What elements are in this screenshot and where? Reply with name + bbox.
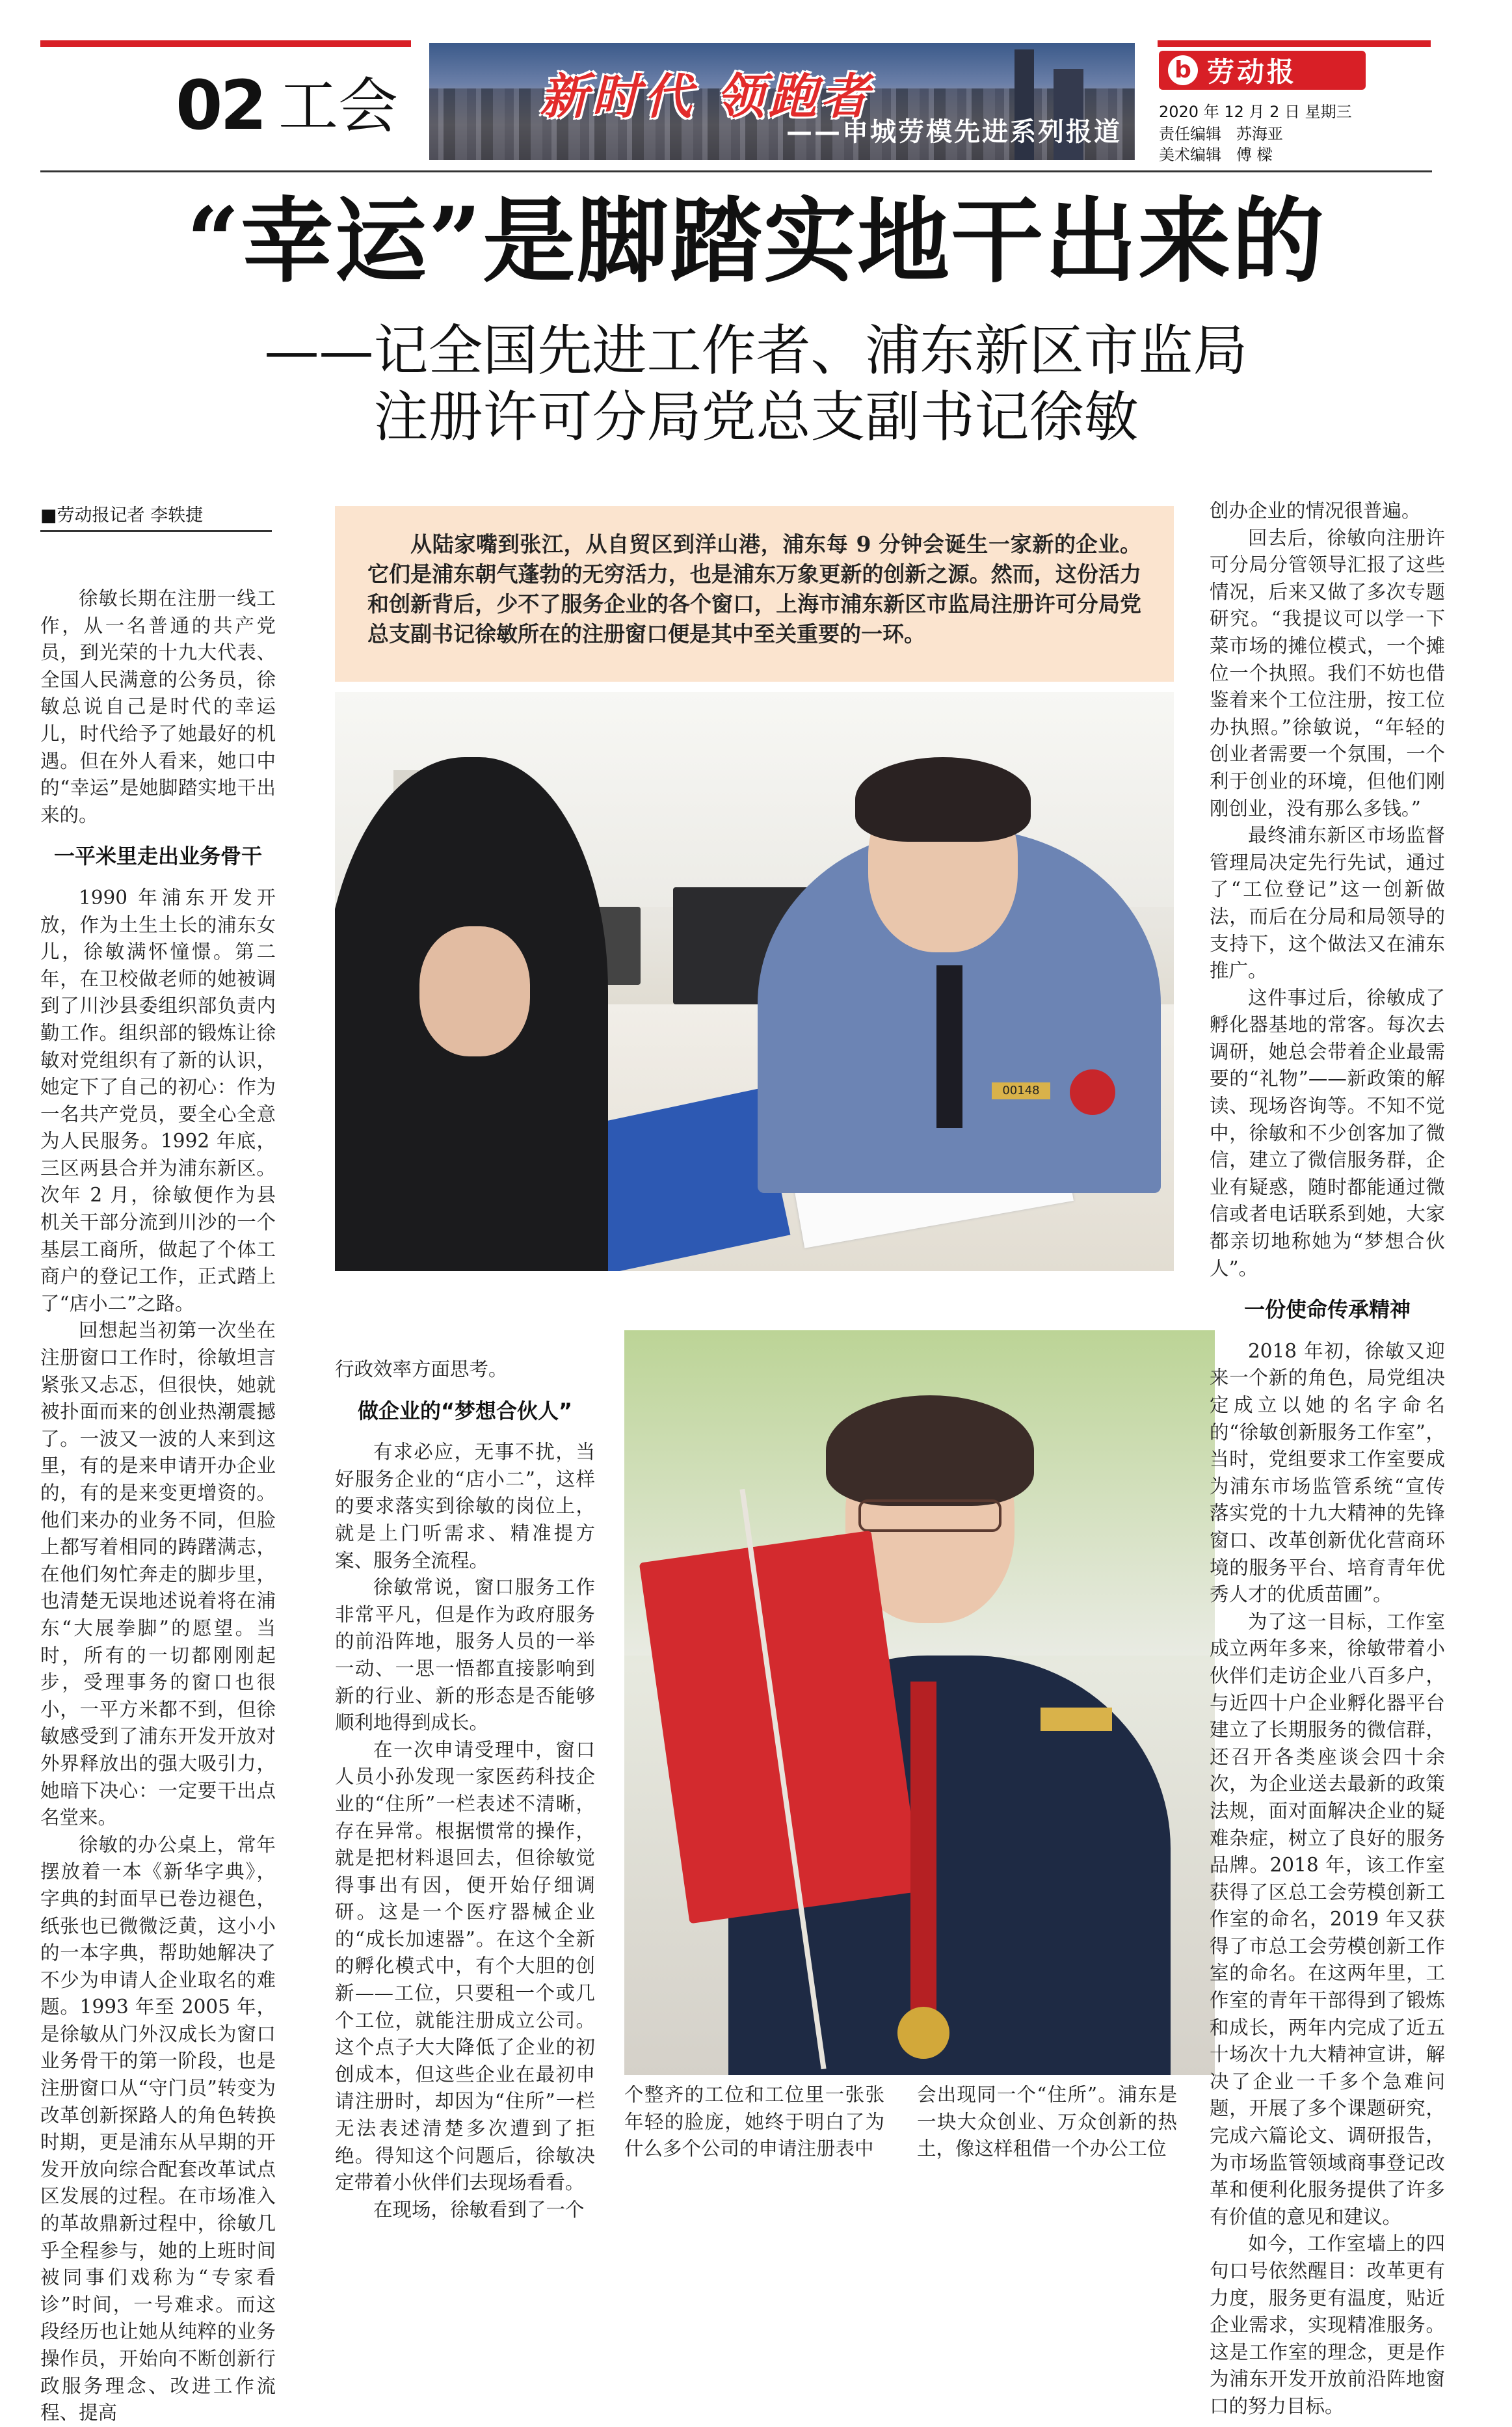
- section-heading: 一份使命传承精神: [1243, 1297, 1411, 1322]
- newspaper-logo: [1159, 51, 1366, 90]
- section-heading: 做企业的“梦想合伙人”: [357, 1398, 573, 1423]
- subtitle-line: 注册许可分局党总支副书记徐敏: [373, 385, 1139, 449]
- paragraph: 个整齐的工位和工位里一张张年轻的脸庞，她终于明白了为什么多个公司的申请注册表中: [624, 2084, 884, 2160]
- header-red-rule-left: [40, 40, 411, 47]
- editor-line: [1159, 142, 1273, 165]
- paragraph: 为了这一目标，工作室成立两年多来，徐敏带着小伙伴们走访企业八百多户，与近四十户企业孵化器平台建立了长期服务的微信群，还召开各类座谈会四十余次，为企业送去最新的政策法规，面对面解决企业的疑难杂症，树立了良好的服务品牌。2018 年，该工作室获得了区总工会劳模创新工作室的命名，2019 年又获得了市总工会劳模创新工作室的命名。在这两年里，工作室的青年干部得到了锻炼和成长，两年内完成了近五十场次十九大精神宣讲，解决了企业一千多个急难问题，开展了多个课题研究，完成六篇论文、调研报告，为市场监管领域商事登记改革和便利化服务提供了许多有价值的意见和建议。: [1210, 1610, 1445, 2228]
- banner-title: 新时代 领跑者: [540, 69, 873, 125]
- paragraph: 有求必应，无事不扰，当好服务企业的“店小二”，这样的要求落实到徐敏的岗位上，就是上门听需求、精准提方案、服务全流程。: [335, 1441, 595, 1572]
- header-red-rule-right: [1158, 40, 1431, 47]
- subtitle-line: ——记全国先进工作者、浦东新区市监局: [264, 319, 1248, 382]
- logo-icon: b: [1168, 55, 1198, 85]
- paragraph: 徐敏常说，窗口服务工作非常平凡，但是作为政府服务的前沿阵地，服务人员的一举一动、一思一悟都直接影响到新的行业、新的形态是否能够顺利地得到成长。: [335, 1576, 595, 1734]
- article-subtitle: [0, 317, 1512, 451]
- paragraph: 行政效率方面思考。: [335, 1358, 508, 1380]
- banner-subtitle: ——申城劳模先进系列报道: [786, 117, 1122, 147]
- text-column-2: [335, 1356, 595, 2223]
- paragraph: 创办企业的情况很普遍。: [1210, 500, 1421, 522]
- editor-label: 美术编辑: [1159, 146, 1221, 164]
- text-column-4: [917, 2082, 1177, 2163]
- photo-portrait-with-flag: [624, 1330, 1215, 2075]
- paragraph: 1990 年浦东开发开放，作为土生土长的浦东女儿，徐敏满怀憧憬。第二年，在卫校做老师的她被调到了川沙县委组织部负责内勤工作。组织部的锻炼让徐敏对党组织有了新的认识，她定下了自己的初心：作为一名共产党员，要全心全意为人民服务。1992 年底，三区两县合并为浦东新区。次年 2 月，徐敏便作为县机关干部分流到川沙的一个基层工商所，做起了个体工商户的登记工作，正式踏上了“店小二”之路。: [40, 886, 276, 1315]
- paragraph: 在现场，徐敏看到了一个: [373, 2198, 585, 2221]
- paragraph: 最终浦东新区市场监督管理局决定先行先试，通过了“工位登记”这一创新做法，而后在分局和局领导的支持下，这个做法又在浦东推广。: [1210, 824, 1445, 982]
- section-name: 工会: [278, 72, 399, 141]
- paragraph: 在一次申请受理中，窗口人员小孙发现一家医药科技企业的“住所”一栏表述不清晰，存在异常。根据惯常的操作，就是把材料退回去，但徐敏觉得事出有因，便开始仔细调研。这是一个医疗器械企业的“成长加速器”。在这个全新的孵化模式中，有个大胆的创新——工位，只要租一个或几个工位，就能注册成立公司。这个点子大大降低了企业的初创成本，但这些企业在最初申请注册时，却因为“住所”一栏无法表述清楚多次遭到了拒绝。得知这个问题后，徐敏决定带着小伙伴们去现场看看。: [335, 1738, 595, 2194]
- editor-label: 责任编辑: [1159, 125, 1221, 143]
- editor-line: [1159, 121, 1283, 144]
- paragraph: 徐敏长期在注册一线工作，从一名普通的共产党员，到光荣的十九大代表、全国人民满意的公务员，徐敏总说自己是时代的幸运儿，时代给予了她最好的机遇。但在外人看来，她口中的“幸运”是她脚踏实地干出来的。: [40, 587, 276, 826]
- text-column-1: [40, 585, 276, 2427]
- issue-date: 2020 年 12 月 2 日 星期三: [1159, 103, 1352, 121]
- photo-registration-window: [335, 692, 1174, 1271]
- article-headline: “幸运”是脚踏实地干出来的: [186, 187, 1326, 295]
- text-column-5: [1210, 498, 1445, 2420]
- editor-name: 苏海亚: [1236, 125, 1283, 143]
- byline: ■劳动报记者 李轶捷: [40, 501, 272, 532]
- paragraph: 如今，工作室墙上的四句口号依然醒目：改革更有力度，服务更有温度，贴近企业需求，实现精准服务。这是工作室的理念，更是作为浦东开发开放前沿阵地窗口的努力目标。: [1210, 2233, 1445, 2417]
- newspaper-name: 劳动报: [1207, 56, 1297, 88]
- section-heading: 一平米里走出业务骨干: [53, 844, 262, 869]
- paragraph: 会出现同一个“住所”。浦东是一块大众创业、万众创新的热土，像这样租借一个办公工位: [917, 2084, 1177, 2160]
- series-banner: [429, 43, 1135, 160]
- paragraph: 徐敏的办公桌上，常年摆放着一本《新华字典》，字典的封面早已卷边褪色，纸张也已微微泛黄，这小小的一本字典，帮助她解决了不少为申请人企业取名的难题。1993 年至 2005 年，是徐敏从门外汉成长为窗口业务骨干的第一阶段，也是注册窗口从“守门员”转变为改革创新探路人的角色转换时期，更是浦东从早期的开发开放向综合配套改革试点区发展的过程。在市场准入的革故鼎新过程中，徐敏几乎全程参与，她的上班时间被同事们戏称为“专家看诊”时间，一号难求。而这段经历也让她从纯粹的业务操作员，开始向不断创新行政服务理念、改进工作流程、提高: [40, 1833, 276, 2424]
- text-column-3: [624, 2082, 884, 2163]
- paragraph: 回去后，徐敏向注册许可分局分管领导汇报了这些情况，后来又做了多次专题研究。“我提议可以学一下菜市场的摊位模式，一个摊位一个执照。我们不妨也借鉴着来个工位注册，按工位办执照。”徐敏说，“年轻的创业者需要一个氛围，一个利于创业的环境，但他们刚刚创业，没有那么多钱。”: [1210, 526, 1445, 820]
- paragraph: 回想起当初第一次坐在注册窗口工作时，徐敏坦言紧张又忐忑，但很快，她就被扑面而来的创业热潮震撼了。一波又一波的人来到这里，有的是来申请开办企业的，有的是来变更增资的。他们来办的业务不同，但脸上都写着相同的踌躇满志，在他们匆忙奔走的脚步里，也清楚无误地述说着将在浦东“大展拳脚”的愿望。当时，所有的一切都刚刚起步，受理事务的窗口也很小，一平方米都不到，但徐敏感受到了浦东开发开放对外界释放出的强大吸引力，她暗下决心：一定要干出点名堂来。: [40, 1319, 276, 1829]
- header-divider: [40, 170, 1432, 172]
- paragraph: 2018 年初，徐敏又迎来一个新的角色，局党组决定成立以她的名字命名的“徐敏创新服务工作室”，当时，党组要求工作室要成为浦东市场监管系统“宣传落实党的十九大精神的先锋窗口、改革创新优化营商环境的服务平台、培育青年优秀人才的优质苗圃”。: [1210, 1339, 1445, 1606]
- badge-number: 00148: [992, 1082, 1050, 1099]
- page-number: 02: [176, 66, 265, 145]
- lead-paragraph: 从陆家嘴到张江，从自贸区到洋山港，浦东每 9 分钟会诞生一家新的企业。它们是浦东朝气蓬勃的无穷活力，也是浦东万象更新的创新之源。然而，这份活力和创新背后，少不了服务企业的各个窗口，上海市浦东新区市监局注册许可分局党总支副书记徐敏所在的注册窗口便是其中至关重要的一环。: [335, 506, 1174, 682]
- paragraph: 这件事过后，徐敏成了孵化器基地的常客。每次去调研，她总会带着企业最需要的“礼物”——新政策的解读、现场咨询等。不知不觉中，徐敏和不少创客加了微信，建立了微信服务群，企业有疑惑，随时都能通过微信或者电话联系到她，大家都亲切地称她为“梦想合伙人”。: [1210, 986, 1445, 1280]
- editor-name: 傅 樑: [1236, 146, 1273, 164]
